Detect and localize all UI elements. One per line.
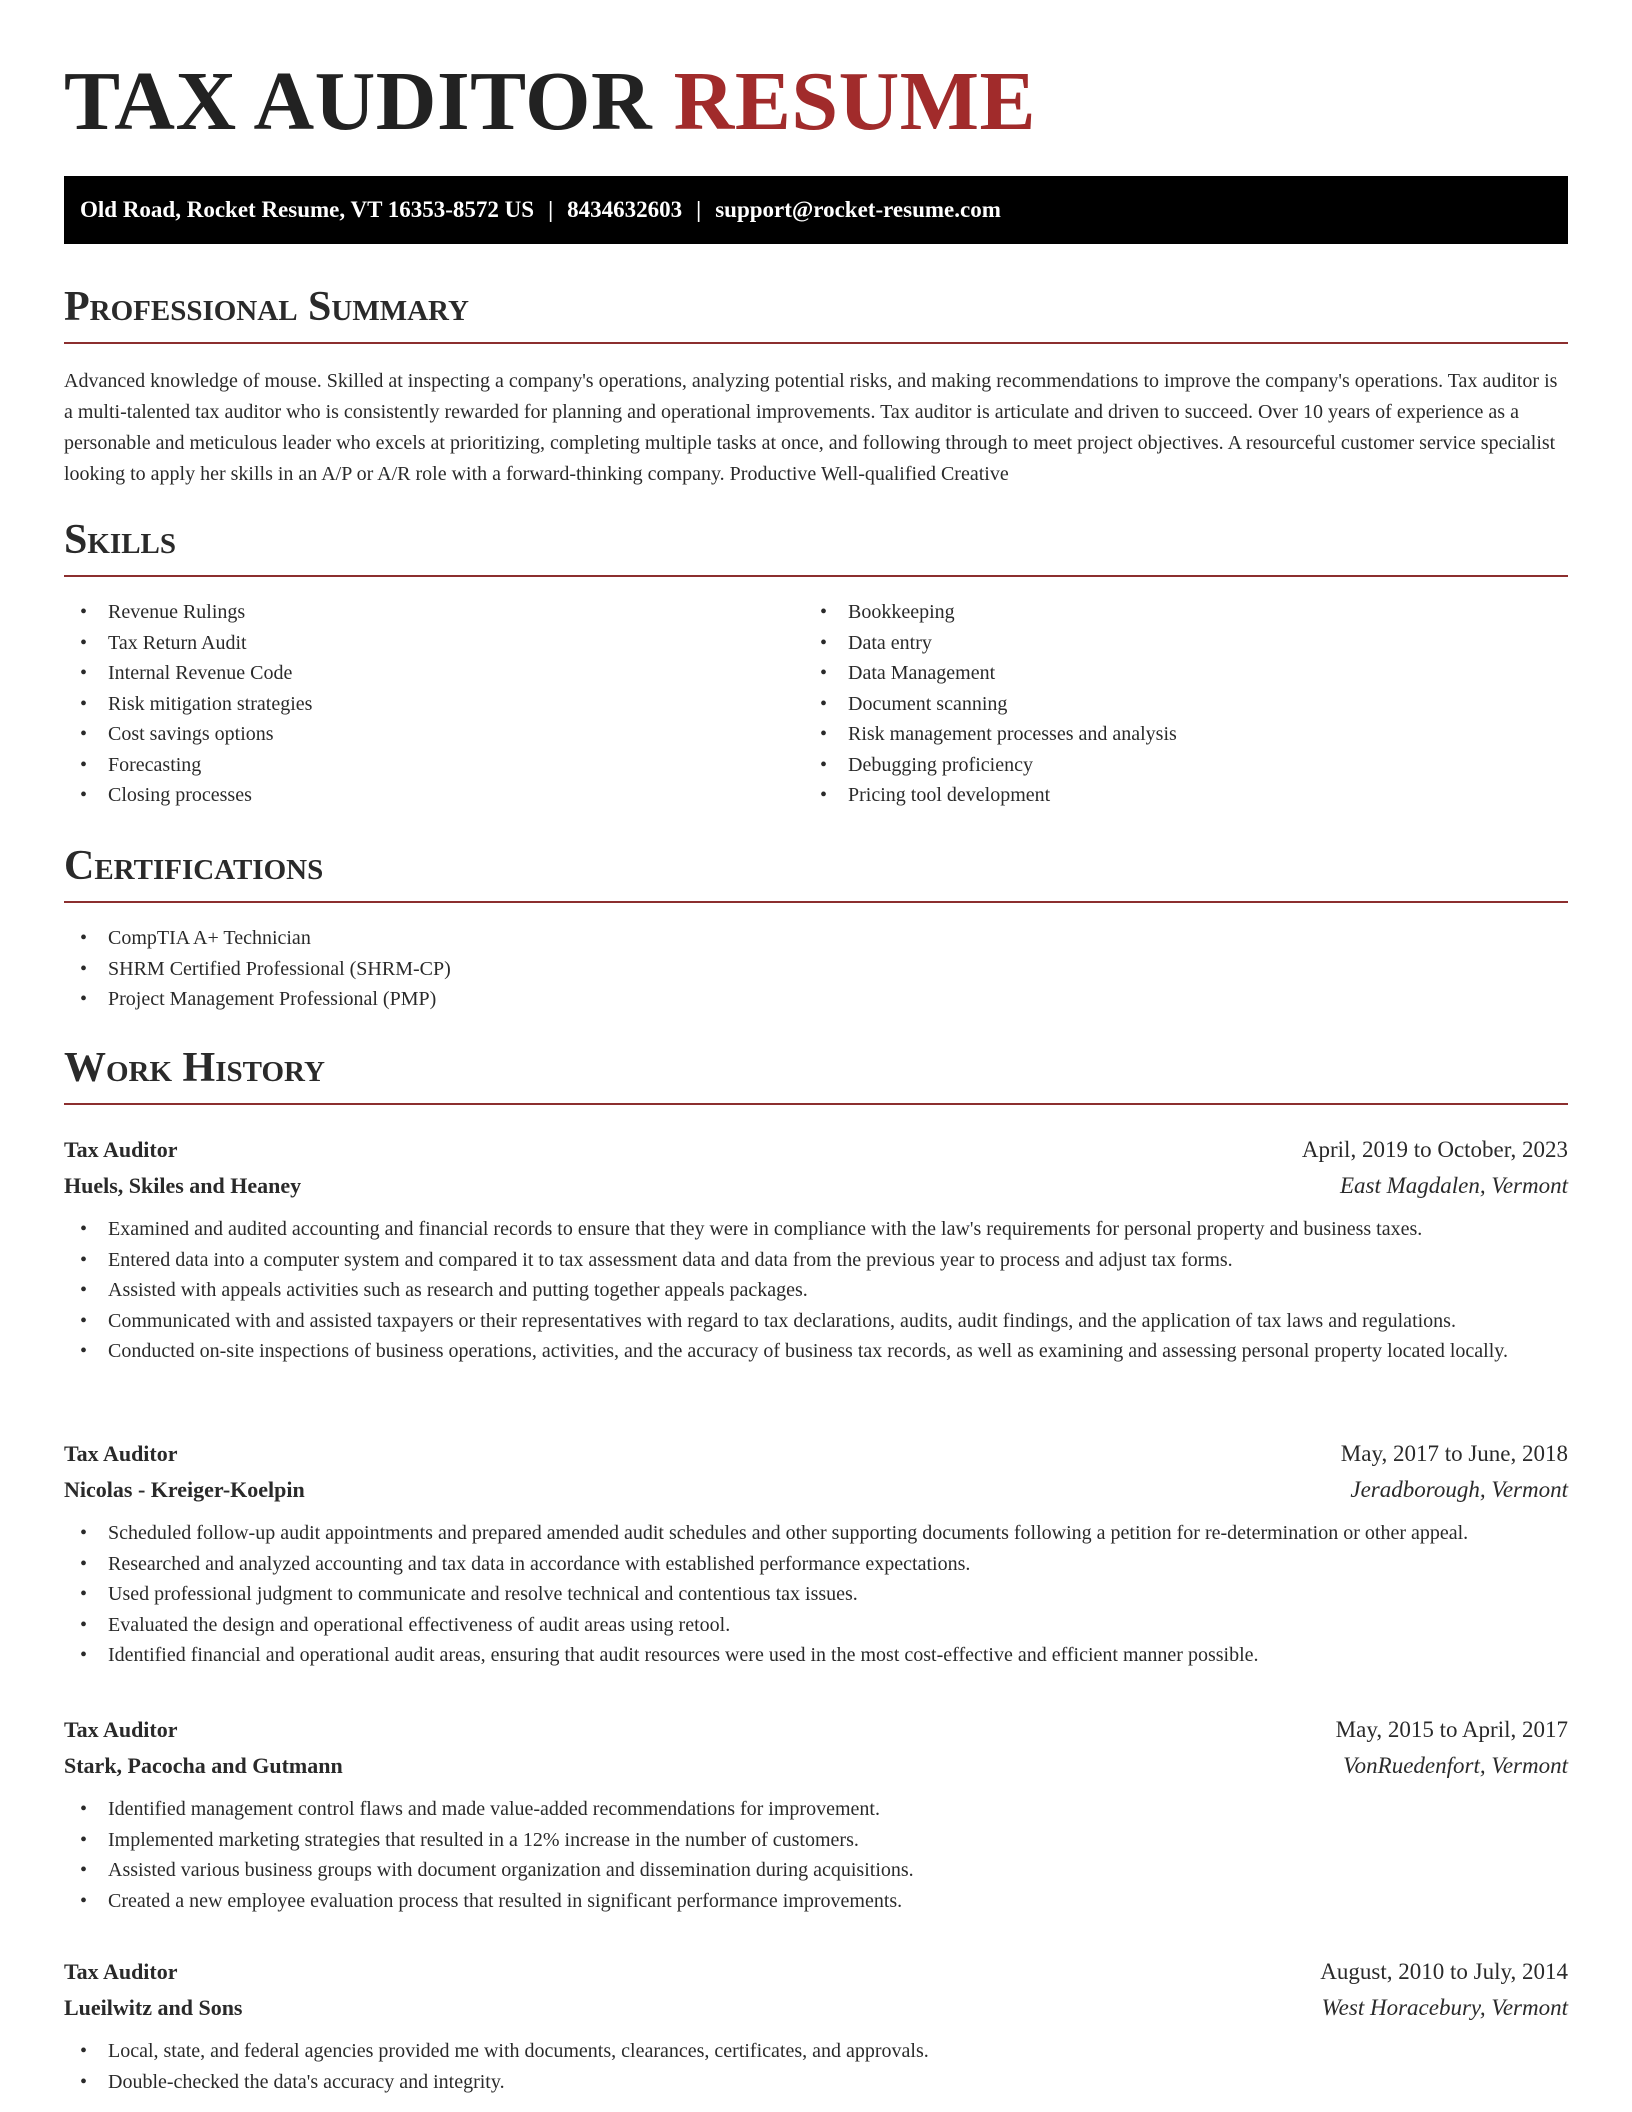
job-dates: April, 2019 to October, 2023 xyxy=(1301,1137,1568,1162)
job-duty: • Researched and analyzed accounting and tax data in accordance with established performance expectations. xyxy=(64,1549,1568,1580)
skill-item: • Document scanning xyxy=(804,689,1544,720)
job-duty: • Created a new employee evaluation process that resulted in significant performance improvements. xyxy=(64,1886,1568,1917)
skills-left-column xyxy=(64,597,804,811)
job-company-row xyxy=(64,1168,1568,1204)
job-duty: • Double-checked the data's accuracy and integrity. xyxy=(64,2067,1568,2098)
summary-heading: Professional Summary xyxy=(64,282,1568,344)
skills-heading: Skills xyxy=(64,515,1568,577)
job-header-row xyxy=(64,1954,1568,1990)
skill-item: • Risk management processes and analysis xyxy=(804,719,1544,750)
skill-item: • Internal Revenue Code xyxy=(64,658,804,689)
job-duty: • Entered data into a computer system and compared it to tax assessment data and data from the previous year to process and adjust tax forms. xyxy=(64,1245,1568,1276)
contact-bar xyxy=(64,176,1568,244)
work-history-heading: Work History xyxy=(64,1043,1568,1105)
certification-item: • Project Management Professional (PMP) xyxy=(64,984,1568,1015)
job-duty: • Local, state, and federal agencies provided me with documents, clearances, certificates, and approvals. xyxy=(64,2036,1568,2067)
skill-item: • Revenue Rulings xyxy=(64,597,804,628)
job-location: East Magdalen, Vermont xyxy=(1339,1173,1568,1198)
resume-page xyxy=(64,0,1568,2093)
job-header-row xyxy=(64,1132,1568,1168)
skills-right-column xyxy=(804,597,1544,811)
job-title: Tax Auditor xyxy=(64,1717,178,1742)
job-duty: • Assisted various business groups with document organization and dissemination during acquisitions. xyxy=(64,1855,1568,1886)
skill-item: • Closing processes xyxy=(64,780,804,811)
job-company: Lueilwitz and Sons xyxy=(64,1995,243,2020)
job-company: Huels, Skiles and Heaney xyxy=(64,1173,302,1198)
job-duties-list xyxy=(64,2036,1568,2097)
job-company: Nicolas - Kreiger-Koelpin xyxy=(64,1477,305,1502)
skills-left-list xyxy=(64,597,804,811)
job-location: Jeradborough, Vermont xyxy=(1350,1477,1568,1502)
job-entry xyxy=(64,1712,1568,1916)
job-company-row xyxy=(64,1748,1568,1784)
job-location: VonRuedenfort, Vermont xyxy=(1343,1753,1568,1778)
job-title: Tax Auditor xyxy=(64,1959,178,1984)
job-dates: August, 2010 to July, 2014 xyxy=(1320,1959,1568,1984)
job-duty: • Evaluated the design and operational effectiveness of audit areas using retool. xyxy=(64,1610,1568,1641)
job-duty: • Identified financial and operational audit areas, ensuring that audit resources were used in the most cost-effective and efficient manner possible. xyxy=(64,1640,1568,1671)
contact-phone: 8434632603 xyxy=(567,197,683,222)
job-entry xyxy=(64,1954,1568,2097)
contact-separator: | xyxy=(696,197,702,222)
job-duty: • Examined and audited accounting and financial records to ensure that they were in compliance with the law's requirements for personal property and business taxes. xyxy=(64,1214,1568,1245)
certifications-section xyxy=(64,923,1568,1015)
title-main: TAX AUDITOR xyxy=(64,55,653,148)
job-duties-list xyxy=(64,1214,1568,1367)
job-duty: • Assisted with appeals activities such as research and putting together appeals packages. xyxy=(64,1275,1568,1306)
job-duty: • Conducted on-site inspections of business operations, activities, and the accuracy of business tax records, as well as examining and assessing personal property located locally. xyxy=(64,1336,1568,1367)
certifications-list xyxy=(64,923,1568,1015)
certification-item: • CompTIA A+ Technician xyxy=(64,923,1568,954)
contact-email[interactable]: support@rocket-resume.com xyxy=(715,197,1001,222)
job-company: Stark, Pacocha and Gutmann xyxy=(64,1753,343,1778)
job-dates: May, 2015 to April, 2017 xyxy=(1335,1717,1568,1742)
job-entry xyxy=(64,1132,1568,1367)
job-duty: • Scheduled follow-up audit appointments and prepared amended audit schedules and other supporting documents following a petition for re-determination or other appeal. xyxy=(64,1518,1568,1549)
job-duty: • Implemented marketing strategies that resulted in a 12% increase in the number of customers. xyxy=(64,1825,1568,1856)
skill-item: • Forecasting xyxy=(64,750,804,781)
skills-right-list xyxy=(804,597,1544,811)
job-duty: • Identified management control flaws and made value-added recommendations for improvement. xyxy=(64,1794,1568,1825)
job-company-row xyxy=(64,1990,1568,2026)
skill-item: • Cost savings options xyxy=(64,719,804,750)
skill-item: • Bookkeeping xyxy=(804,597,1544,628)
job-location: West Horacebury, Vermont xyxy=(1321,1995,1568,2020)
job-title: Tax Auditor xyxy=(64,1441,178,1466)
skill-item: • Data Management xyxy=(804,658,1544,689)
certifications-heading: Certifications xyxy=(64,841,1568,903)
skill-item: • Debugging proficiency xyxy=(804,750,1544,781)
job-header-row xyxy=(64,1436,1568,1472)
skill-item: • Data entry xyxy=(804,628,1544,659)
resume-title xyxy=(64,0,1568,152)
certification-item: • SHRM Certified Professional (SHRM-CP) xyxy=(64,954,1568,985)
job-company-row xyxy=(64,1472,1568,1508)
job-duty: • Used professional judgment to communicate and resolve technical and contentious tax issues. xyxy=(64,1579,1568,1610)
skill-item: • Risk mitigation strategies xyxy=(64,689,804,720)
skill-item: • Pricing tool development xyxy=(804,780,1544,811)
job-duties-list xyxy=(64,1794,1568,1916)
contact-address: Old Road, Rocket Resume, VT 16353-8572 US xyxy=(80,197,535,222)
job-title: Tax Auditor xyxy=(64,1137,178,1162)
skill-item: • Tax Return Audit xyxy=(64,628,804,659)
job-duties-list xyxy=(64,1518,1568,1671)
contact-separator: | xyxy=(548,197,554,222)
job-header-row xyxy=(64,1712,1568,1748)
summary-text: Advanced knowledge of mouse. Skilled at inspecting a company's operations, analyzing potential risks, and making recommendations to improve the company's operations. Tax auditor is a multi-talented tax auditor who is consistently rewarded for planning and operational improvements. Tax auditor is articulate and driven to succeed. Over 10 years of experience as a personable and meticulous leader who excels at prioritizing, completing multiple tasks at once, and following through to meet project objectives. A resourceful customer service specialist looking to apply her skills in an A/P or A/R role with a forward-thinking company. Productive Well-qualified Creative xyxy=(64,370,1558,485)
title-accent: RESUME xyxy=(673,55,1037,148)
job-dates: May, 2017 to June, 2018 xyxy=(1340,1441,1568,1466)
job-entry xyxy=(64,1436,1568,1671)
job-duty: • Communicated with and assisted taxpayers or their representatives with regard to tax declarations, audits, audit findings, and the application of tax laws and regulations. xyxy=(64,1306,1568,1337)
